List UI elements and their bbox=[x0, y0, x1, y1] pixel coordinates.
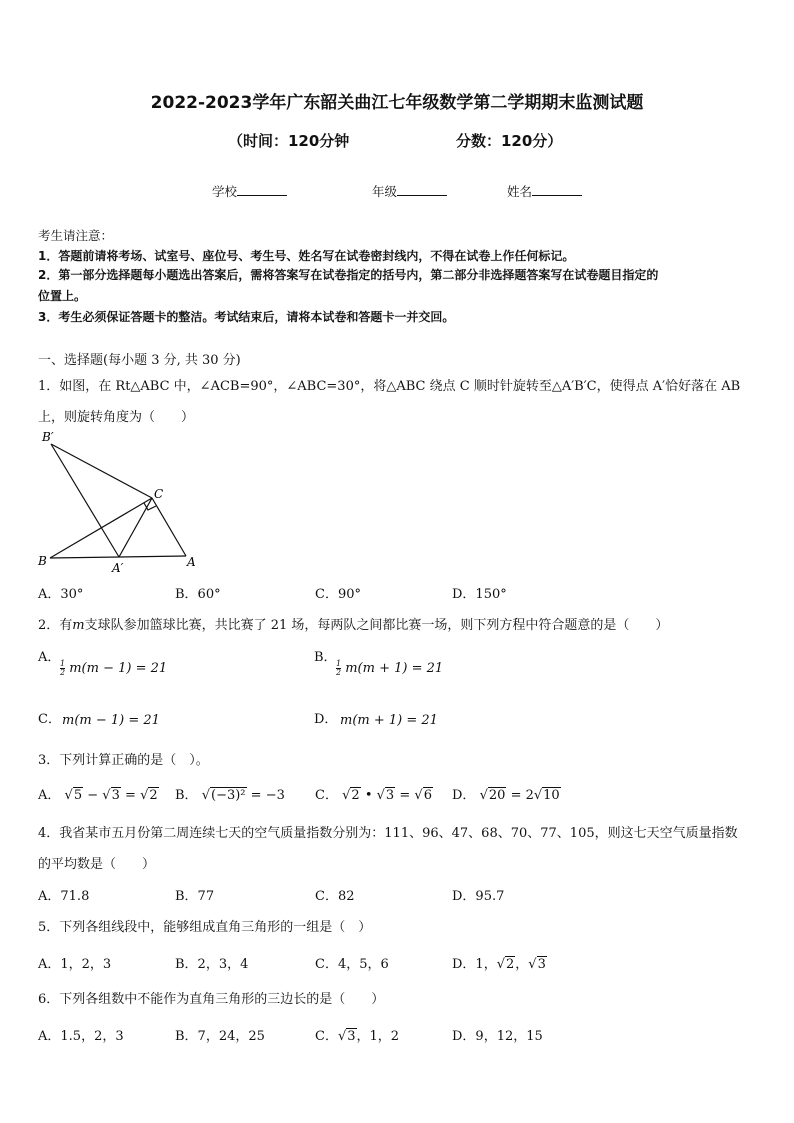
notes-item-1: 1．答题前请将考场、试室号、座位号、考生号、姓名写在试卷密封线内，不得在试卷上作任何标记。 bbox=[38, 249, 575, 263]
grade-field bbox=[372, 182, 447, 200]
q3-d-radicand1: 20 bbox=[488, 788, 506, 803]
q6-option-b: B．7，24，25 bbox=[175, 1029, 265, 1044]
q5-d-radicand2: 3 bbox=[537, 957, 546, 972]
q4-option-b: B．77 bbox=[175, 889, 215, 904]
frac-den: 2 bbox=[336, 668, 342, 677]
q3-a-minus: − bbox=[87, 788, 99, 803]
q2-a-equation: m(m − 1) = 21 bbox=[69, 661, 168, 676]
q1-option-a: A．30° bbox=[38, 587, 84, 602]
q3-d-equals: = 2 bbox=[510, 788, 534, 803]
q4-option-d: D．95.7 bbox=[452, 889, 505, 904]
q4-stem-line1: 4．我省某市五月份第二周连续七天的空气质量指数分别为：111、96、47、68、70、77、105，则这七天空气质量指数 bbox=[38, 826, 738, 841]
q2-stem-end: 支球队参加篮球比赛，共比赛了 21 场，每两队之间都比赛一场，则下列方程中符合题意的是（ ） bbox=[84, 618, 669, 633]
q5-stem: 5．下列各组线段中，能够组成直角三角形的一组是（ ） bbox=[38, 920, 372, 935]
q2-option-b-label: B． bbox=[314, 650, 337, 665]
q6-c-label: C． bbox=[315, 1029, 338, 1044]
notes-heading: 考生请注意： bbox=[38, 228, 114, 243]
q1-figure bbox=[36, 428, 206, 576]
exam-time: （时间：120分钟 bbox=[228, 132, 350, 150]
q5-d-label: D．1， bbox=[452, 957, 497, 972]
q2-b-fraction bbox=[336, 660, 341, 677]
q4-option-a: A．71.8 bbox=[38, 889, 90, 904]
segment-CA bbox=[152, 498, 186, 556]
q5-option-b: B．2，3，4 bbox=[175, 957, 249, 972]
q2-option-a-expr bbox=[60, 660, 167, 677]
label-a-prime: A′ bbox=[112, 561, 124, 575]
q4-stem-line2: 的平均数是（ ） bbox=[38, 857, 156, 872]
section-heading: 一、选择题(每小题 3 分, 共 30 分) bbox=[38, 353, 241, 368]
q5-option-a: A．1，2，3 bbox=[38, 957, 112, 972]
q3-stem: 3．下列计算正确的是（ ）。 bbox=[38, 753, 209, 768]
q6-c-rest: ，1，2 bbox=[356, 1029, 400, 1044]
q2-option-d-label: D． bbox=[314, 712, 338, 727]
grade-blank bbox=[397, 183, 447, 196]
q6-option-d: D．9，12，15 bbox=[452, 1029, 543, 1044]
label-a: A bbox=[187, 555, 196, 569]
q3-d-radicand2: 10 bbox=[543, 788, 560, 803]
q2-b-equation: m(m + 1) = 21 bbox=[345, 661, 444, 676]
q3-a-equals: = bbox=[125, 788, 136, 803]
school-label: 学校 bbox=[212, 184, 238, 199]
q2-option-b-expr bbox=[336, 660, 443, 677]
q1-option-d: D．150° bbox=[452, 587, 507, 602]
segment-AprimeC bbox=[119, 498, 152, 557]
q3-c-equals: = bbox=[399, 788, 411, 803]
q3-c-dot: • bbox=[364, 788, 373, 803]
grade-label: 年级 bbox=[372, 184, 398, 199]
name-label: 姓名 bbox=[507, 184, 533, 199]
q2-stem bbox=[38, 614, 668, 633]
q2-a-fraction bbox=[60, 660, 65, 677]
exam-score: 分数：120分） bbox=[456, 132, 563, 150]
segment-BprimeC bbox=[51, 444, 152, 498]
q5-d-sep: ， bbox=[515, 957, 529, 972]
q3-b-label: B． bbox=[175, 788, 198, 803]
q1-option-b: B．60° bbox=[175, 587, 221, 602]
q3-a-label: A． bbox=[38, 788, 61, 803]
q1-option-c: C．90° bbox=[315, 587, 361, 602]
q5-option-c: C．4，5，6 bbox=[315, 957, 389, 972]
q3-b-result: = −3 bbox=[250, 788, 285, 803]
name-blank bbox=[532, 183, 582, 196]
label-b-prime: B′ bbox=[42, 430, 54, 444]
label-b: B bbox=[38, 554, 47, 568]
q1-stem-line2: 上，则旋转角度为（ ） bbox=[38, 410, 195, 425]
q3-b-radicand: (−3)² bbox=[211, 788, 246, 803]
q6-c-radicand: 3 bbox=[347, 1029, 356, 1044]
frac-num: 1 bbox=[60, 659, 66, 668]
label-c: C bbox=[154, 487, 164, 501]
q3-option-c: C． √2 • √3 = √6 bbox=[315, 788, 432, 803]
q5-d-radicand1: 2 bbox=[506, 957, 515, 972]
q3-d-label: D． bbox=[452, 788, 476, 803]
q2-variable: m bbox=[72, 618, 85, 633]
q6-stem: 6．下列各组数中不能作为直角三角形的三边长的是（ ） bbox=[38, 992, 385, 1007]
segment-BprimeAprime bbox=[51, 444, 119, 557]
q2-option-c-label: C． bbox=[38, 712, 61, 727]
q2-option-d-expr: m(m + 1) = 21 bbox=[340, 713, 438, 728]
q3-c-radicand1: 2 bbox=[351, 788, 360, 803]
q3-c-radicand3: 6 bbox=[423, 788, 432, 803]
q2-option-c-expr: m(m − 1) = 21 bbox=[62, 713, 160, 728]
q4-option-c: C．82 bbox=[315, 889, 355, 904]
q3-option-a: A． √5 − √3 = √2 bbox=[38, 788, 158, 803]
q2-stem-start: 2．有 bbox=[38, 618, 73, 633]
q3-a-radicand1: 5 bbox=[73, 788, 83, 803]
school-blank bbox=[237, 183, 287, 196]
frac-num: 1 bbox=[336, 659, 342, 668]
q6-option-a: A．1.5，2，3 bbox=[38, 1029, 124, 1044]
q2-option-a-label: A． bbox=[38, 650, 61, 665]
q3-c-radicand2: 3 bbox=[385, 788, 395, 803]
notes-item-2: 2．第一部分选择题每小题选出答案后，需将答案写在试卷指定的括号内，第二部分非选择题答案写在试卷题目指定的 bbox=[38, 268, 659, 282]
q3-a-radicand3: 2 bbox=[149, 788, 158, 803]
q3-option-b: B． √(−3)² = −3 bbox=[175, 788, 285, 803]
q6-option-c: C．√3，1，2 bbox=[315, 1029, 400, 1044]
notes-item-3: 3．考生必须保证答题卡的整洁。考试结束后，请将本试卷和答题卡一并交回。 bbox=[38, 310, 455, 324]
q3-a-radicand2: 3 bbox=[111, 788, 120, 803]
q5-option-d: D．1，√2，√3 bbox=[452, 957, 546, 972]
name-field bbox=[507, 182, 582, 200]
notes-item-2-cont: 位置上。 bbox=[38, 289, 87, 303]
school-field bbox=[212, 182, 287, 200]
q1-stem-line1: 1．如图，在 Rt△ABC 中，∠ACB=90°，∠ABC=30°，将△ABC 绕点 C 顺时针旋转至△A′B′C，使得点 A′恰好落在 AB bbox=[38, 379, 741, 394]
q3-option-d: D． √20 = 2√10 bbox=[452, 788, 560, 803]
frac-den: 2 bbox=[60, 668, 66, 677]
exam-title: 2022-2023学年广东韶关曲江七年级数学第二学期期末监测试题 bbox=[150, 93, 644, 113]
q3-c-label: C． bbox=[315, 788, 338, 803]
